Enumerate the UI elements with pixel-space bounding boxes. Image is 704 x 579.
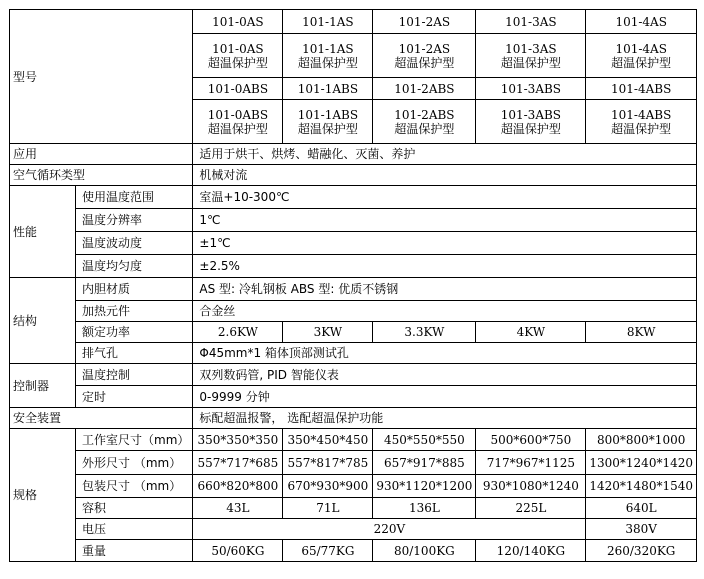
- vent-value: Φ45mm*1 箱体顶部测试孔: [193, 343, 697, 364]
- perf-label-0: 使用温度范围: [76, 186, 193, 209]
- perf-value-1: 1℃: [193, 209, 697, 232]
- air-label: 空气循环类型: [10, 165, 193, 186]
- work-size-3: 500*600*750: [476, 429, 586, 451]
- model-1-r2: 101-1AS: [302, 41, 354, 56]
- perf-value-0: 室温+10-300℃: [193, 186, 697, 209]
- pack-size-0: 660*820*800: [193, 475, 283, 498]
- model-4-r3: 超温保护型: [611, 55, 672, 70]
- power-value-0: 2.6KW: [193, 322, 283, 343]
- model-col-1: [283, 10, 373, 144]
- perf-value-2: ±1℃: [193, 232, 697, 255]
- model-1-r3: 超温保护型: [297, 55, 358, 70]
- timer-value: 0-9999 分钟: [193, 386, 697, 408]
- structure-label: 结构: [10, 278, 76, 364]
- model-2-r6: 超温保护型: [394, 121, 455, 136]
- safety-label: 安全装置: [10, 408, 193, 429]
- model-4-r5: 101-4ABS: [611, 107, 672, 122]
- outer-size-0: 557*717*685: [193, 451, 283, 475]
- model-1-r1: 101-1AS: [302, 14, 354, 29]
- model-3-r4: 101-3ABS: [500, 81, 562, 96]
- power-value-1: 3KW: [283, 322, 373, 343]
- pack-size-label: 包装尺寸 （mm）: [76, 475, 193, 498]
- outer-size-label: 外形尺寸 （mm）: [76, 451, 193, 475]
- performance-label: 性能: [10, 186, 76, 278]
- voltage-last: 380V: [586, 519, 697, 540]
- work-size-1: 350*450*450: [283, 429, 373, 451]
- volume-3: 225L: [476, 498, 586, 519]
- work-size-2: 450*550*550: [373, 429, 476, 451]
- weight-0: 50/60KG: [193, 540, 283, 562]
- model-4-r6: 超温保护型: [611, 121, 672, 136]
- weight-4: 260/320KG: [586, 540, 697, 562]
- volume-label: 容积: [76, 498, 193, 519]
- model-3-r6: 超温保护型: [500, 121, 561, 136]
- model-3-r1: 101-3AS: [505, 14, 557, 29]
- model-0-r6: 超温保护型: [207, 121, 268, 136]
- weight-2: 80/100KG: [373, 540, 476, 562]
- application-label: 应用: [10, 144, 193, 165]
- perf-label-2: 温度波动度: [76, 232, 193, 255]
- model-col-3: [476, 10, 586, 144]
- pack-size-4: 1420*1480*1540: [586, 475, 697, 498]
- model-2-r5: 101-2ABS: [394, 107, 455, 122]
- model-4-r2: 101-4AS: [615, 41, 667, 56]
- liner-label: 内胆材质: [76, 278, 193, 301]
- heater-label: 加热元件: [76, 301, 193, 322]
- power-value-3: 4KW: [476, 322, 586, 343]
- temp-control-label: 温度控制: [76, 364, 193, 386]
- liner-value: AS 型: 冷轧钢板 ABS 型: 优质不锈钢: [193, 278, 697, 301]
- model-3-r3: 超温保护型: [500, 55, 561, 70]
- perf-label-1: 温度分辨率: [76, 209, 193, 232]
- weight-1: 65/77KG: [283, 540, 373, 562]
- perf-label-3: 温度均匀度: [76, 255, 193, 278]
- model-col-0: [193, 10, 283, 144]
- air-value: 机械对流: [193, 165, 697, 186]
- model-2-r4: 101-2ABS: [394, 81, 455, 96]
- outer-size-4: 1300*1240*1420: [586, 451, 697, 475]
- model-2-r2: 101-2AS: [398, 41, 451, 56]
- model-col-4: [586, 10, 697, 144]
- model-2-r3: 超温保护型: [394, 55, 455, 70]
- work-size-4: 800*800*1000: [586, 429, 697, 451]
- voltage-main: 220V: [193, 519, 586, 540]
- model-0-r4: 101-0ABS: [207, 81, 269, 96]
- outer-size-1: 557*817*785: [283, 451, 373, 475]
- work-size-label: 工作室尺寸（mm）: [76, 429, 193, 451]
- model-4-r1: 101-4AS: [615, 14, 667, 29]
- outer-size-2: 657*917*885: [373, 451, 476, 475]
- model-4-r4: 101-4ABS: [611, 81, 672, 96]
- work-size-0: 350*350*350: [193, 429, 283, 451]
- volume-1: 71L: [283, 498, 373, 519]
- model-0-r1: 101-0AS: [212, 14, 264, 29]
- model-1-r6: 超温保护型: [297, 121, 358, 136]
- temp-control-value: 双列数码管, PID 智能仪表: [193, 364, 697, 386]
- models-label: 型号: [10, 10, 193, 144]
- model-1-r5: 101-1ABS: [297, 107, 359, 122]
- pack-size-2: 930*1120*1200: [373, 475, 476, 498]
- weight-3: 120/140KG: [476, 540, 586, 562]
- application-value: 适用于烘干、烘烤、蜡融化、灭菌、养护: [193, 144, 697, 165]
- model-col-2: [373, 10, 476, 144]
- specs-label: 规格: [10, 429, 76, 562]
- perf-value-3: ±2.5%: [193, 255, 697, 278]
- model-3-r2: 101-3AS: [505, 41, 557, 56]
- model-0-r5: 101-0ABS: [207, 107, 269, 122]
- volume-4: 640L: [586, 498, 697, 519]
- spec-table: [9, 9, 697, 562]
- safety-value: 标配超温报警， 选配超温保护功能: [193, 408, 697, 429]
- pack-size-1: 670*930*900: [283, 475, 373, 498]
- power-value-2: 3.3KW: [373, 322, 476, 343]
- outer-size-3: 717*967*1125: [476, 451, 586, 475]
- model-0-r3: 超温保护型: [207, 55, 268, 70]
- heater-value: 合金丝: [193, 301, 697, 322]
- volume-2: 136L: [373, 498, 476, 519]
- vent-label: 排气孔: [76, 343, 193, 364]
- weight-label: 重量: [76, 540, 193, 562]
- model-3-r5: 101-3ABS: [500, 107, 562, 122]
- model-1-r4: 101-1ABS: [297, 81, 359, 96]
- model-0-r2: 101-0AS: [212, 41, 264, 56]
- controller-label: 控制器: [10, 364, 76, 408]
- volume-0: 43L: [193, 498, 283, 519]
- power-value-4: 8KW: [586, 322, 697, 343]
- model-2-r1: 101-2AS: [398, 14, 451, 29]
- timer-label: 定时: [76, 386, 193, 408]
- voltage-label: 电压: [76, 519, 193, 540]
- pack-size-3: 930*1080*1240: [476, 475, 586, 498]
- power-label: 额定功率: [76, 322, 193, 343]
